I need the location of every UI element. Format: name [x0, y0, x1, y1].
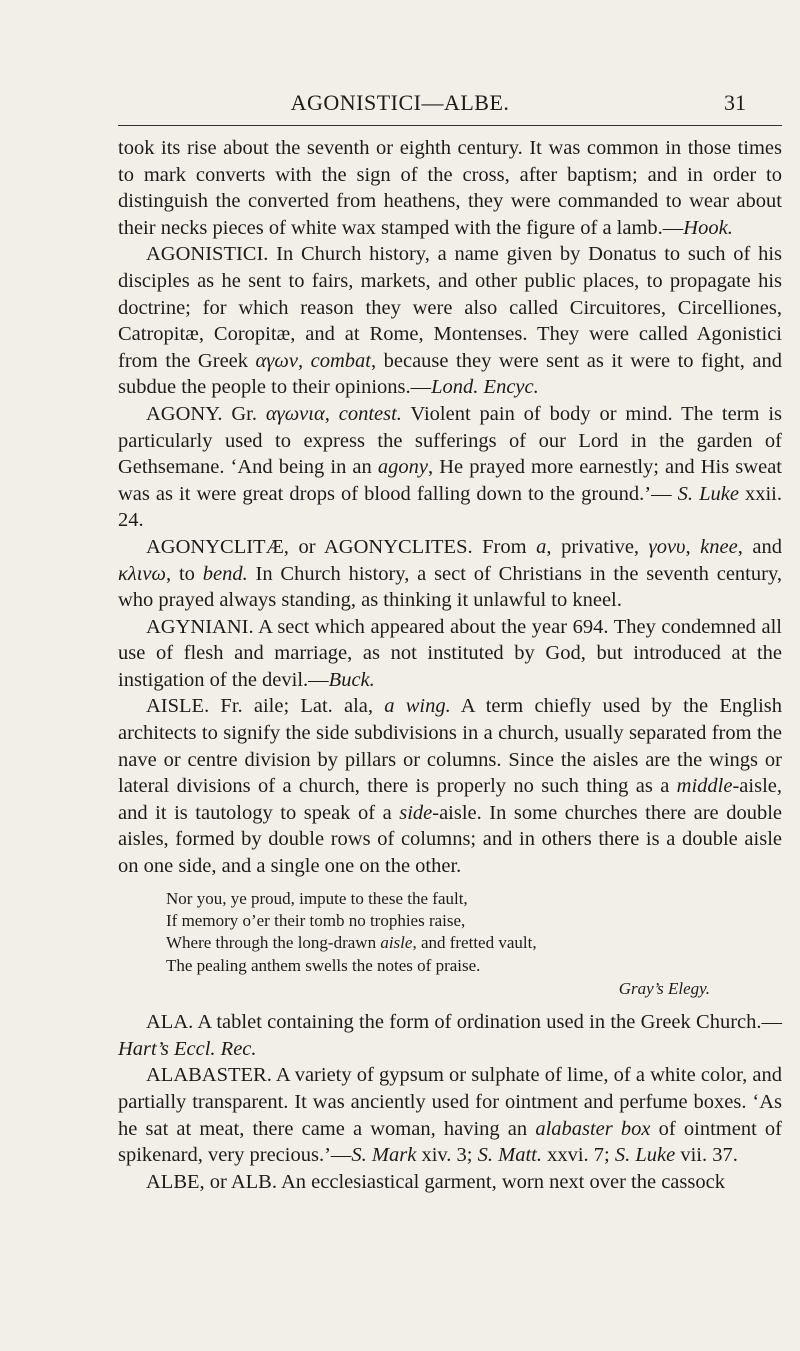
dictionary-entry	[118, 1169, 782, 1196]
italic-text: S. Mark	[351, 1144, 417, 1167]
text-run: In Church history, a name given by Donatus to such of his disciples as he sent to fairs, markets, and other public places, to propagate his doctrine; for which reason they were also called Circuitores, Circelliones, Catropitæ, Coropitæ, and at Rome, Montenses. They were called Agonistici from the Greek	[118, 243, 782, 372]
text-run: Nor you, ye proud, impute to these the fault,	[166, 888, 468, 908]
italic-text: Hook.	[683, 216, 733, 239]
text-run: Fr. aile; Lat. ala,	[220, 695, 385, 718]
italic-text: knee	[700, 535, 738, 558]
text-run: took its rise about the seventh or eighth century. It was common in those times to mark converts with the sign of the cross, after baptism; and in order to distinguish the converted from heathens, they were commanded to wear about their necks pieces of white wax stamped with the figure of a lamb.—	[118, 137, 782, 239]
text-run: -aisle, and it is tautology to speak of a	[118, 775, 782, 824]
page-header	[0, 90, 800, 120]
dictionary-entry	[118, 241, 782, 401]
verse-line	[166, 910, 726, 932]
text-run: , privative,	[546, 535, 649, 558]
italic-text: S. Matt.	[477, 1144, 542, 1167]
italic-text: middle	[676, 775, 733, 798]
italic-text: αγων	[255, 349, 298, 372]
text-run: AISLE.	[146, 695, 221, 718]
text-run: vii. 37.	[675, 1144, 738, 1167]
text-run: AGONY.	[146, 402, 232, 425]
text-run: ,	[324, 402, 339, 425]
dictionary-entry	[118, 614, 782, 694]
italic-text: agony	[377, 456, 428, 479]
text-run: An ecclesiastical garment, worn next over the cassock	[280, 1170, 725, 1193]
text-run: AGYNIANI.	[146, 615, 259, 638]
text-run: ,	[297, 349, 311, 372]
text-run: , He prayed more earnestly; and His sweat was as it were great drops of blood falling down to the ground.’—	[118, 456, 782, 505]
italic-text: a	[536, 535, 547, 558]
text-run: A term chiefly used by the English architects to signify the side subdivisions in a church, usually separated from the nave or centre division by pillars or columns. Since the aisles are the wings or lateral divisions of a church, there is properly no such thing as a	[118, 695, 783, 798]
verse-quotation	[166, 888, 726, 1002]
text-run: Violent pain of body or mind. The term is particularly used to express the sufferings of our Lord in the garden of Gethsemane. ‘And being in an	[118, 402, 782, 479]
verse-line	[166, 932, 726, 954]
text-run: A sect which appeared about the year 694. They condemned all use of flesh and marriage, as not instituted by God, but introduced at the instigation of the devil.—	[118, 615, 782, 691]
text-run: Gr.	[231, 402, 266, 425]
text-run: ,	[685, 535, 701, 558]
verse-attribution: Gray’s Elegy.	[618, 979, 710, 999]
italic-text: combat	[310, 349, 371, 372]
italic-text: alabaster box	[535, 1117, 651, 1140]
dictionary-text	[118, 135, 782, 1195]
text-run: Where through the long-drawn	[166, 933, 381, 953]
italic-text: κλινω	[118, 562, 166, 585]
italic-text: side	[399, 801, 433, 824]
text-run: A tablet containing the form of ordination used in the Greek Church.—	[197, 1011, 783, 1034]
header-rule	[118, 125, 782, 126]
dictionary-entry	[118, 1009, 782, 1062]
text-run: ALBE, or ALB.	[146, 1170, 281, 1193]
text-run: From	[482, 535, 537, 558]
text-run: A variety of gypsum or sulphate of lime, of a white color, and partially transparent. It was anciently used for ointment and perfume boxes. ‘As he sat at meat, there came a woman, having an	[118, 1064, 782, 1140]
entries-after-verse	[118, 1009, 782, 1195]
text-run: -aisle. In some churches there are double aisles, formed by double rows of columns; and in others there is a double aisle on one side, and a single one on the other.	[118, 801, 782, 878]
text-run: In Church history, a sect of Christians in the seventh century, who prayed always standing, as thinking it unlawful to kneel.	[118, 562, 782, 612]
text-run: , because they were sent as it were to fight, and subdue the people to their opinions.—	[118, 349, 783, 399]
text-run: The pealing anthem swells the notes of praise.	[166, 955, 481, 975]
entries-before-verse	[118, 135, 782, 880]
italic-text: S. Luke	[614, 1144, 676, 1167]
text-run: , and fretted vault,	[412, 933, 537, 953]
running-head: AGONISTICI—ALBE.	[290, 90, 510, 115]
verse-line	[166, 888, 726, 910]
italic-text: Hart’s Eccl. Rec.	[118, 1037, 257, 1060]
text-run: AGONYCLITÆ, or AGONYCLITES.	[146, 535, 483, 558]
italic-text: aisle	[380, 933, 413, 953]
dictionary-entry	[118, 401, 782, 534]
text-run: xxvi. 7;	[541, 1144, 615, 1167]
text-run: AGONISTICI.	[146, 243, 277, 266]
page-number: 31	[724, 90, 746, 115]
italic-text: αγωνια	[265, 402, 325, 425]
text-run: If memory o’er their tomb no trophies raise,	[166, 911, 466, 931]
dictionary-entry	[118, 693, 782, 879]
italic-text: γονυ	[648, 535, 686, 558]
text-run: ALABASTER.	[146, 1064, 276, 1087]
verse-lines	[166, 888, 726, 978]
verse-line	[166, 955, 726, 977]
text-run: , to	[166, 562, 203, 585]
italic-text: a wing.	[384, 695, 451, 718]
text-run: , and	[737, 535, 782, 558]
italic-text: S. Luke	[677, 482, 739, 505]
dictionary-entry	[118, 1062, 782, 1168]
italic-text: contest.	[338, 402, 402, 425]
italic-text: bend.	[202, 562, 248, 585]
italic-text: Lond. Encyc.	[431, 376, 539, 399]
continued-paragraph	[118, 135, 782, 241]
text-run: ALA.	[146, 1011, 198, 1034]
text-run: xiv. 3;	[416, 1144, 478, 1167]
text-run: of ointment of spikenard, very precious.’—	[118, 1117, 782, 1167]
dictionary-entry	[118, 534, 782, 614]
text-run: xxii. 24.	[118, 482, 782, 532]
italic-text: Buck.	[328, 668, 375, 691]
